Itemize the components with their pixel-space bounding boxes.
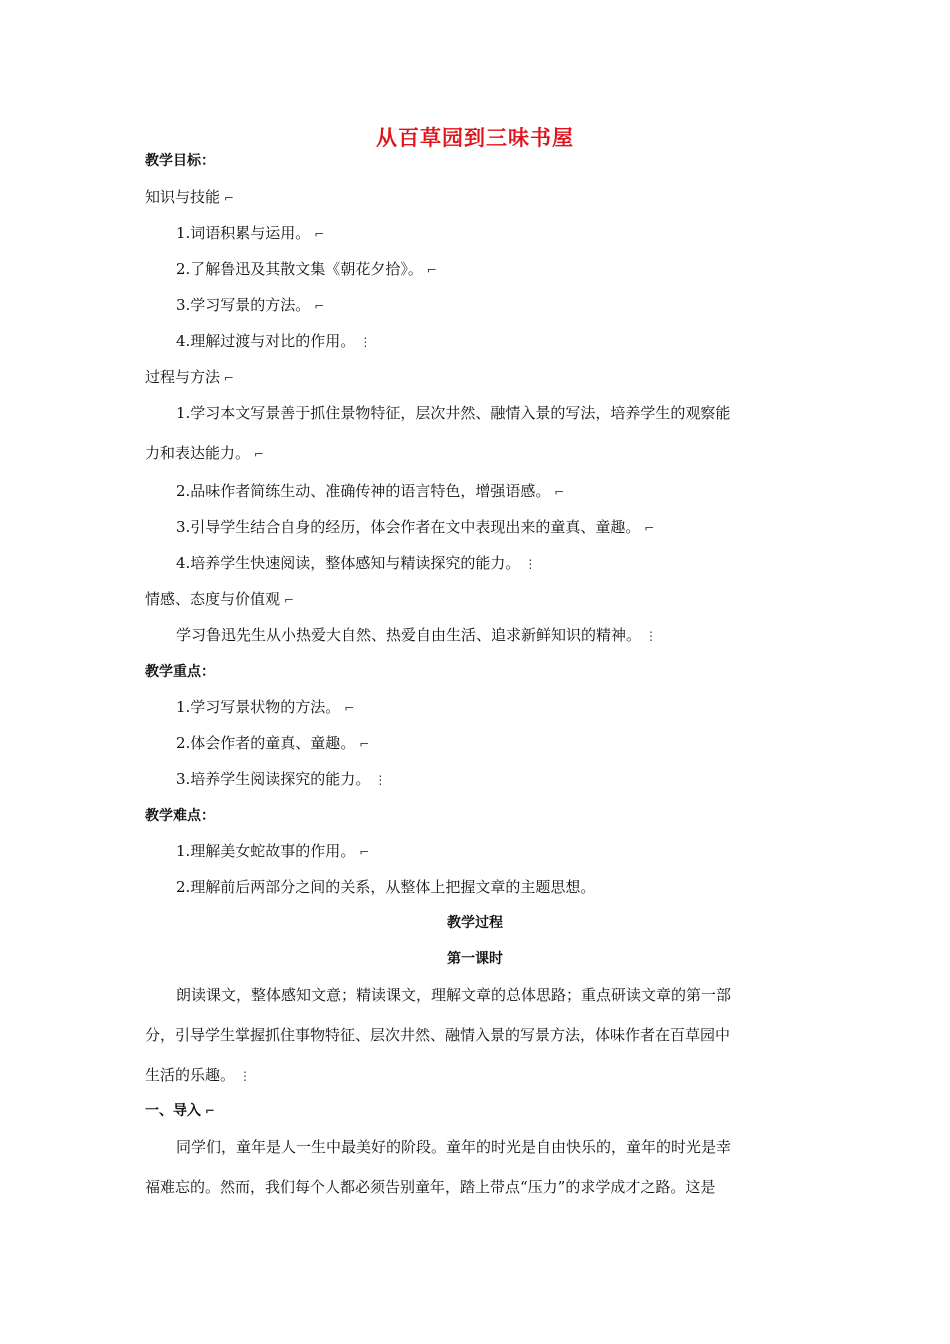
emotion-heading bbox=[145, 588, 815, 611]
knowledge-item-2 bbox=[176, 258, 816, 281]
paragraph-mark-icon: ⌐ bbox=[284, 593, 295, 607]
key-item-1 bbox=[176, 696, 816, 719]
lesson-paragraph-line-2: 分，引导学生掌握抓住事物特征、层次井然、融情入景的写景方法，体味作者在百草园中 bbox=[145, 1026, 731, 1044]
knowledge-item-1 bbox=[176, 222, 816, 245]
process-item-1-line-2 bbox=[145, 442, 815, 465]
paragraph-mark-icon: ⌐ bbox=[205, 1104, 216, 1118]
lesson-paragraph-text: 生活的乐趣。 bbox=[145, 1066, 236, 1084]
section-title-process: 教学过程 bbox=[447, 915, 503, 931]
paragraph-mark-icon: ⌐ bbox=[644, 521, 655, 535]
paragraph-mark-icon: ⌐ bbox=[254, 447, 265, 461]
lesson-paragraph-line-3 bbox=[145, 1064, 815, 1087]
key-item-text: 3.培养学生阅读探究的能力。 bbox=[176, 770, 371, 788]
difficulty-item-2: 2.理解前后两部分之间的关系，从整体上把握文章的主题思想。 bbox=[176, 878, 596, 896]
process-item-text: 力和表达能力。 bbox=[145, 444, 251, 462]
emotion-text bbox=[176, 624, 816, 647]
lesson-paragraph-line-1: 朗读课文，整体感知文意；精读课文，理解文章的总体思路；重点研读文章的第一部 bbox=[176, 986, 732, 1004]
paragraph-mark-icon: ⌐ bbox=[359, 737, 370, 751]
process-item-2 bbox=[176, 480, 816, 503]
paragraph-mark-icon: ⌐ bbox=[554, 485, 565, 499]
knowledge-item-text: 4.理解过渡与对比的作用。 bbox=[176, 332, 356, 350]
emotion-heading-text: 情感、态度与价值观 bbox=[145, 590, 281, 608]
process-heading bbox=[145, 366, 815, 389]
intro-paragraph-line-2: 福难忘的。然而，我们每个人都必须告别童年，踏上带点“压力”的求学成才之路。这是 bbox=[145, 1178, 716, 1196]
knowledge-item-3 bbox=[176, 294, 816, 317]
paragraph-mark-icon: ⌐ bbox=[224, 191, 235, 205]
knowledge-heading-text: 知识与技能 bbox=[145, 188, 221, 206]
knowledge-heading bbox=[145, 186, 815, 209]
key-heading: 教学重点： bbox=[145, 664, 215, 680]
knowledge-item-text: 1.词语积累与运用。 bbox=[176, 224, 311, 242]
process-item-1-line-1: 1.学习本文写景善于抓住景物特征，层次井然、融情入景的写法，培养学生的观察能 bbox=[176, 404, 731, 422]
difficulty-item-text: 1.理解美女蛇故事的作用。 bbox=[176, 842, 356, 860]
paragraph-mark-icon: ⌐ bbox=[314, 227, 325, 241]
paragraph-mark-icon: ⌐ bbox=[344, 701, 355, 715]
intro-heading bbox=[145, 1100, 815, 1122]
emotion-text-content: 学习鲁迅先生从小热爱大自然、热爱自由生活、追求新鲜知识的精神。 bbox=[176, 626, 642, 644]
document-title: 从百草园到三味书屋 bbox=[376, 126, 574, 150]
knowledge-item-4 bbox=[176, 330, 816, 353]
paragraph-mark-icon: ⋮ bbox=[239, 1069, 252, 1083]
objectives-heading: 教学目标： bbox=[145, 153, 215, 169]
paragraph-mark-icon: ⋮ bbox=[374, 773, 387, 787]
process-item-3 bbox=[176, 516, 816, 539]
paragraph-mark-icon: ⌐ bbox=[224, 371, 235, 385]
process-item-text: 2.品味作者简练生动、准确传神的语言特色，增强语感。 bbox=[176, 482, 551, 500]
paragraph-mark-icon: ⌐ bbox=[426, 263, 437, 277]
paragraph-mark-icon: ⌐ bbox=[359, 845, 370, 859]
paragraph-mark-icon: ⋮ bbox=[645, 629, 658, 643]
key-item-3 bbox=[176, 768, 816, 791]
difficulty-heading: 教学难点： bbox=[145, 808, 215, 824]
paragraph-mark-icon: ⌐ bbox=[314, 299, 325, 313]
process-item-text: 3.引导学生结合自身的经历，体会作者在文中表现出来的童真、童趣。 bbox=[176, 518, 641, 536]
paragraph-mark-icon: ⋮ bbox=[524, 557, 537, 571]
process-item-4 bbox=[176, 552, 816, 575]
knowledge-item-text: 3.学习写景的方法。 bbox=[176, 296, 311, 314]
section-title-lesson: 第一课时 bbox=[447, 951, 503, 967]
paragraph-mark-icon: ⋮ bbox=[359, 335, 372, 349]
key-item-text: 2.体会作者的童真、童趣。 bbox=[176, 734, 356, 752]
intro-heading-text: 一、导入 bbox=[145, 1103, 201, 1119]
process-item-text: 4.培养学生快速阅读，整体感知与精读探究的能力。 bbox=[176, 554, 521, 572]
intro-paragraph-line-1: 同学们，童年是人一生中最美好的阶段。童年的时光是自由快乐的，童年的时光是幸 bbox=[176, 1138, 732, 1156]
difficulty-item-1 bbox=[176, 840, 816, 863]
process-heading-text: 过程与方法 bbox=[145, 368, 221, 386]
key-item-2 bbox=[176, 732, 816, 755]
key-item-text: 1.学习写景状物的方法。 bbox=[176, 698, 341, 716]
knowledge-item-text: 2.了解鲁迅及其散文集《朝花夕拾》。 bbox=[176, 260, 423, 278]
